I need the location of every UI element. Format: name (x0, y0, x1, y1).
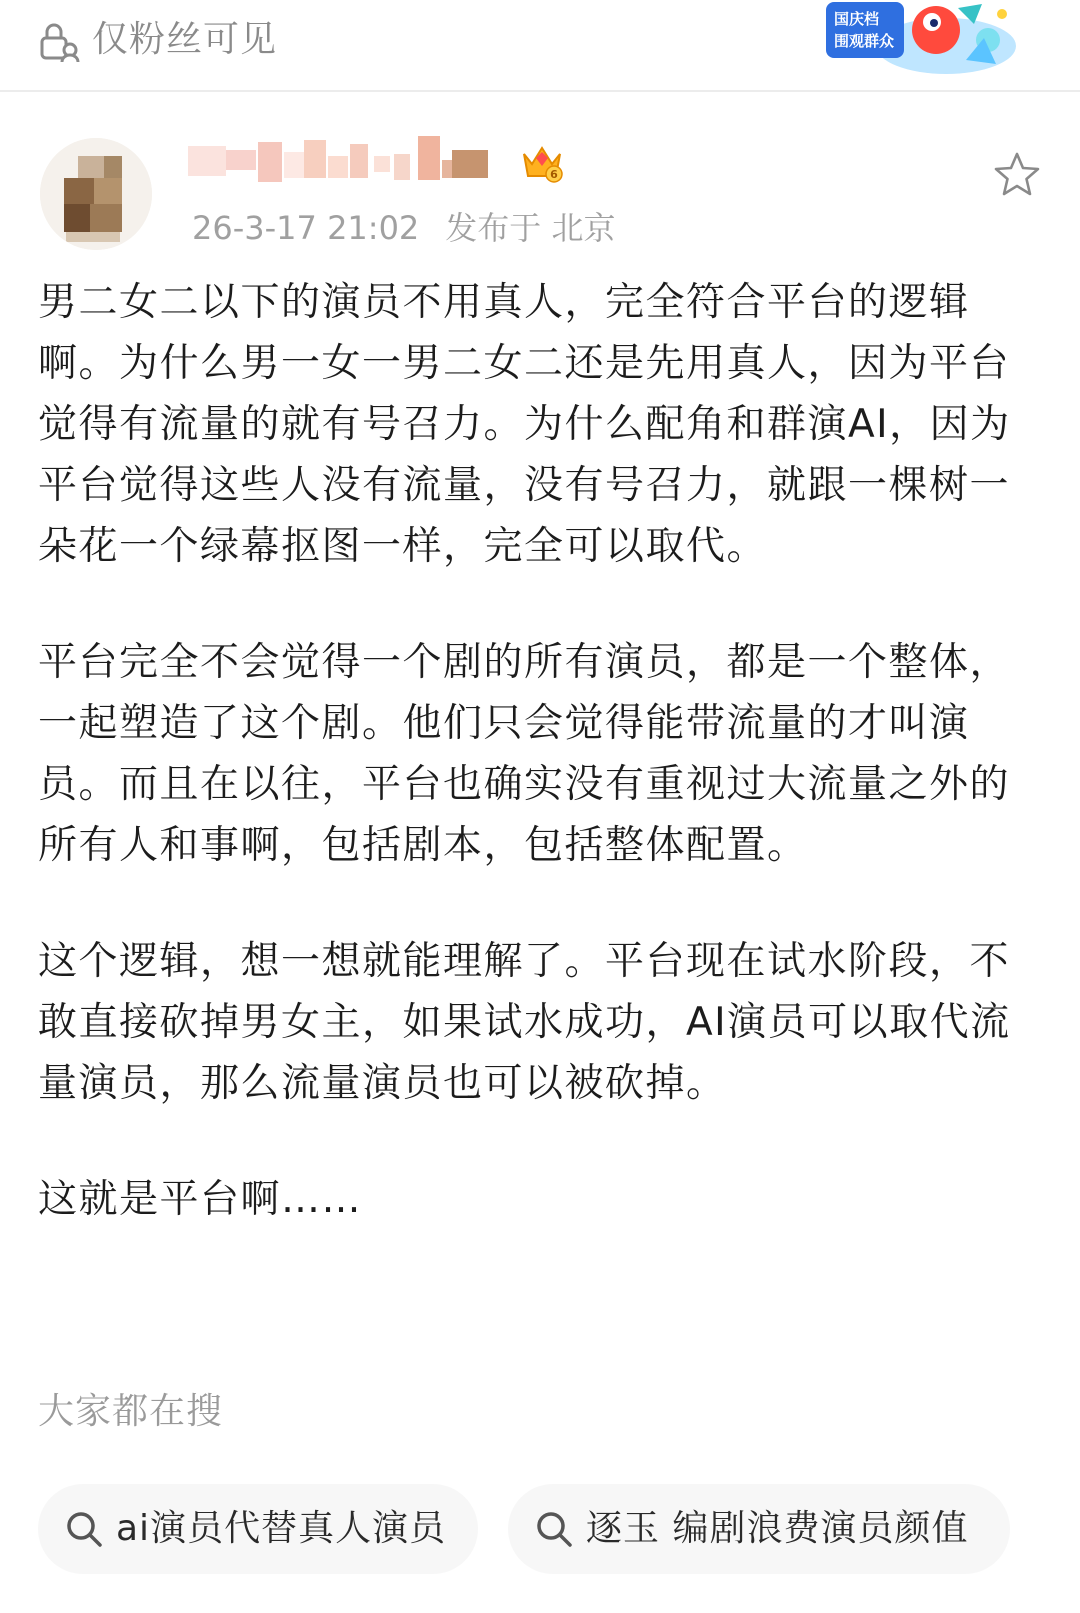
avatar-image (40, 138, 152, 250)
visibility-label: 仅粉丝可见 (92, 19, 278, 60)
post-body (38, 272, 1050, 1230)
post-meta (192, 206, 615, 250)
festival-badge (826, 0, 1016, 76)
post-paragraph: 这就是平台啊…… (38, 1177, 363, 1222)
search-heading: 大家都在搜 (38, 1391, 224, 1432)
lock-people-icon (38, 20, 82, 64)
post-paragraph: 平台完全不会觉得一个剧的所有演员，都是一个整体，一起塑造了这个剧。他们只会觉得能带流量的才叫演员。而且在以往，平台也确实没有重视过大流量之外的所有人和事啊，包括剧本，包括整体配置。 (38, 640, 1011, 868)
post-location: 发布于 北京 (445, 209, 616, 247)
crown-badge-icon (520, 140, 564, 184)
search-chip-label: 逐玉 编剧浪费演员颜值 (586, 1508, 969, 1549)
search-chip[interactable] (508, 1484, 1010, 1574)
username-blurred[interactable] (188, 136, 498, 188)
search-icon (534, 1509, 574, 1549)
avatar[interactable] (40, 138, 152, 250)
star-outline-icon[interactable] (992, 150, 1042, 200)
search-icon (64, 1509, 104, 1549)
search-chip-label: ai演员代替真人演员 (116, 1508, 447, 1549)
search-chip[interactable] (38, 1484, 478, 1574)
vip-level: 6 (550, 168, 558, 181)
badge-text-2: 围观群众 (834, 32, 895, 50)
post-paragraph: 男二女二以下的演员不用真人，完全符合平台的逻辑啊。为什么男一女一男二女二还是先用真人，因为平台觉得有流量的就有号召力。为什么配角和群演AI，因为平台觉得这些人没有流量，没有号召力，就跟一棵树一朵花一个绿幕抠图一样，完全可以取代。 (38, 280, 1011, 569)
post-paragraph: 这个逻辑，想一想就能理解了。平台现在试水阶段，不敢直接砍掉男女主，如果试水成功，AI演员可以取代流量演员，那么流量演员也可以被砍掉。 (38, 939, 1011, 1106)
badge-text-1: 国庆档 (834, 10, 880, 28)
top-bar (0, 0, 1080, 92)
post-timestamp: 26-3-17 21:02 (192, 209, 420, 247)
